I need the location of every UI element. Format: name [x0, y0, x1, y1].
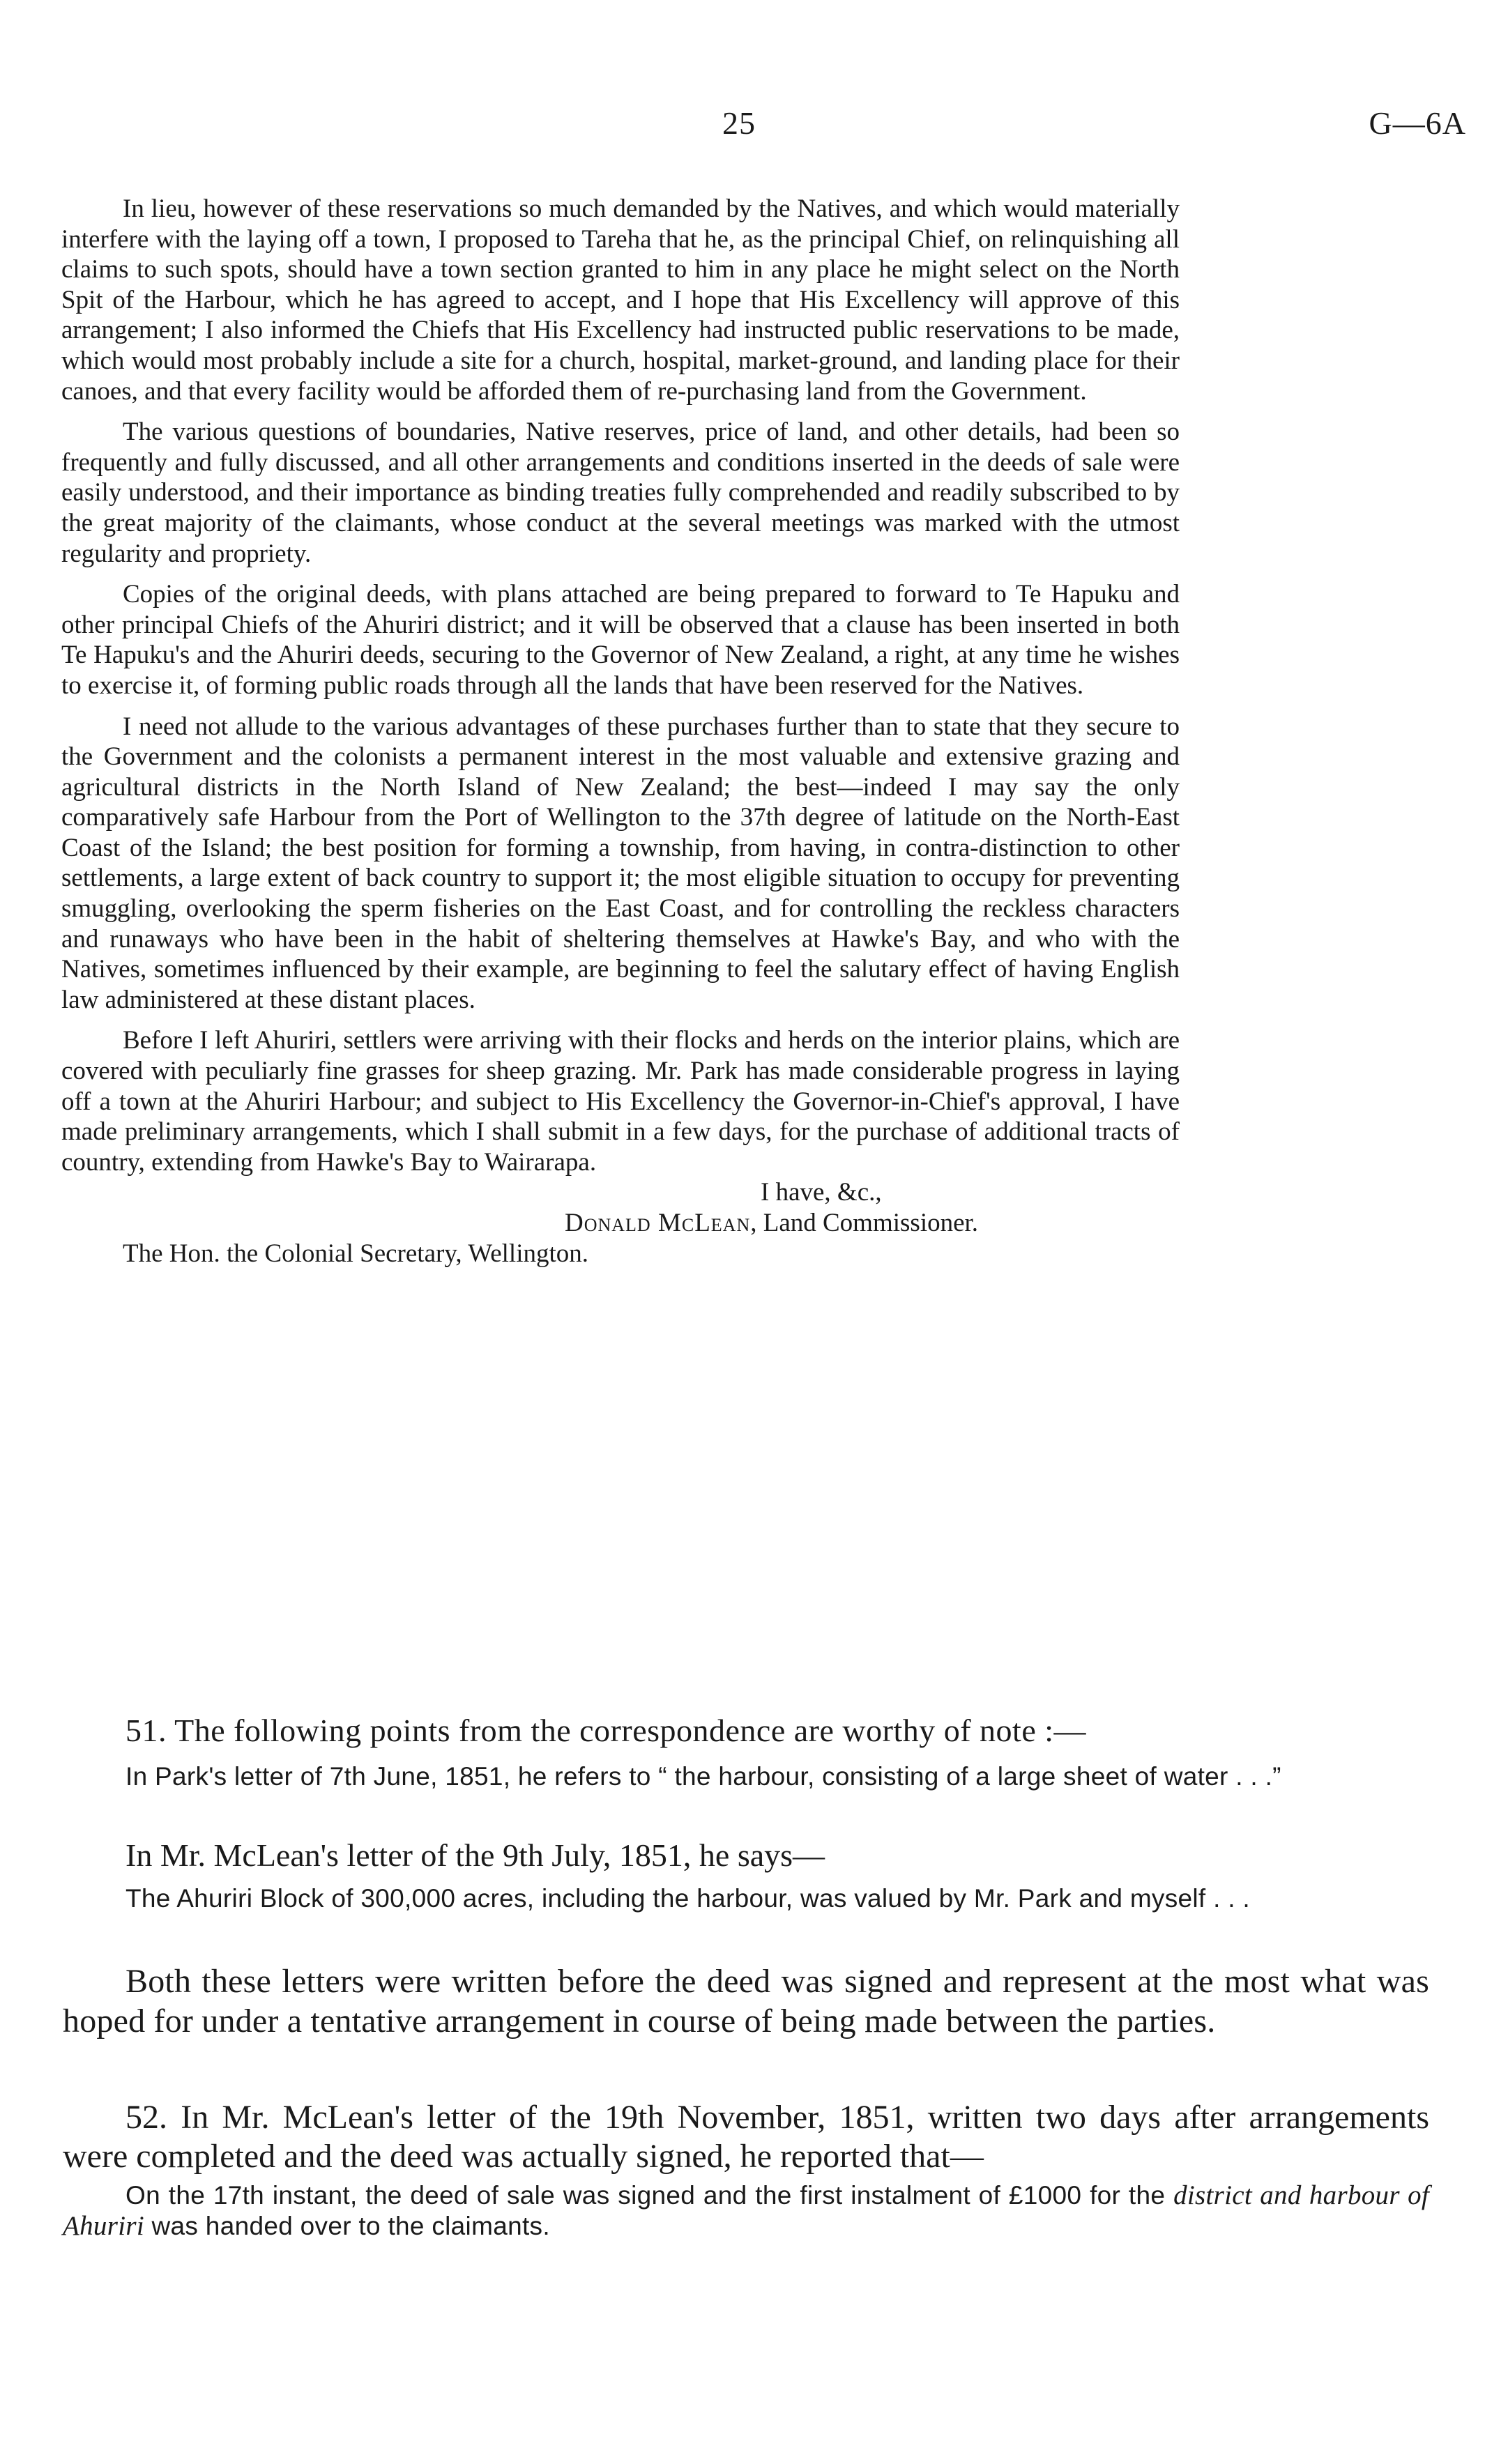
quote-mclean-letter: The Ahuriri Block of 300,000 acres, including the harbour, was valued by Mr. Park and myself . . .: [125, 1884, 1250, 1913]
document-reference: G—6A: [1369, 105, 1466, 141]
letter-paragraph: Copies of the original deeds, with plans attached are being prepared to forward to Te Hapuku and other principal Chiefs of the Ahuriri district; and it will be observed that a clause has been inserted in both Te Hapuku's and the Ahuriri deeds, securing to the Governor of New Zealand, a right, at any time he wishes to exercise it, of forming public roads through all the lands that have been reserved for the Natives.: [61, 580, 1180, 700]
mclean-letter-heading: In Mr. McLean's letter of the 9th July, 1851, he says—: [125, 1837, 825, 1873]
quote-deed-text-start: On the 17th instant, the deed of sale was signed and the first instalment of £1000 for the: [125, 2181, 1174, 2210]
signature-line: [61, 1208, 1180, 1239]
letter-paragraph: Before I left Ahuriri, settlers were arriving with their flocks and herds on the interior plains, which are covered with peculiarly fine grasses for sheep grazing. Mr. Park has made considerable progress in laying off a town at the Ahuriri Harbour; and subject to His Excellency the Governor-in-Chief's approval, I have made preliminary arrangements, which I shall submit in a few days, for the purchase of additional tracts of country, extending from Hawke's Bay to Wairarapa.: [61, 1026, 1180, 1177]
letter-paragraph: The various questions of boundaries, Native reserves, price of land, and other details, had been so frequently and fully discussed, and all other arrangements and conditions inserted in the deeds of sale were easily understood, and their importance as binding treaties fully comprehended and readily subscribed to by the great majority of the claimants, whose conduct at the several meetings was marked with the utmost regularity and propriety.: [61, 418, 1180, 568]
page-number: 25: [722, 105, 756, 141]
quote-park-letter: In Park's letter of 7th June, 1851, he refers to “ the harbour, consisting of a large sheet of water . . .”: [125, 1762, 1281, 1791]
quote-deed-italic: district and harbour of Ahuriri: [63, 2180, 1430, 2241]
paragraph-52: 52. In Mr. McLean's letter of the 19th November, 1851, written two days after arrangements were completed and the deed was actually signed, he reported that—: [63, 2099, 1429, 2175]
letter-paragraph: I need not allude to the various advantages of these purchases further than to state that they secure to the Government and the colonists a permanent interest in the most valuable and extensive grazing and agricultural districts in the North Island of New Zealand; the best—indeed I may say the only comparatively safe Harbour from the Port of Wellington to the 37th degree of latitude on the North-East Coast of the Island; the best position for forming a township, from having, in contra-distinction to other settlements, a large extent of back country to support it; the most eligible situation to occupy for preventing smuggling, overlooking the sperm fisheries on the East Coast, and for controlling the reckless characters and runaways who have been in the habit of sheltering themselves at Hawke's Bay, and who with the Natives, sometimes influenced by their example, are beginning to feel the salutary effect of having English law administered at these distant places.: [61, 712, 1180, 1014]
letter-paragraph: In lieu, however of these reservations so much demanded by the Natives, and which would materially interfere with the laying off a town, I proposed to Tareha that he, as the principal Chief, on relinquishing all claims to such spots, should have a town section granted to him in any place he might select on the North Spit of the Harbour, which he has agreed to accept, and I hope that His Excellency will approve of this arrangement; I also informed the Chiefs that His Excellency had instructed public reservations to be made, which would most probably include a site for a church, hospital, market-ground, and landing place for their canoes, and that every facility would be afforded them of re-purchasing land from the Government.: [61, 194, 1180, 406]
quote-deed-text-end: was handed over to the claimants.: [144, 2212, 550, 2240]
letter-addressee: The Hon. the Colonial Secretary, Wellington.: [123, 1239, 589, 1268]
signature-title: , Land Commissioner.: [750, 1209, 979, 1237]
quote-deed-signed: [63, 2180, 1429, 2242]
letter-closing: I have, &c.,: [761, 1178, 882, 1207]
letter-body: [61, 194, 1180, 1269]
signature-name: Donald McLean: [565, 1209, 751, 1237]
commentary-paragraph: Both these letters were written before the deed was signed and represent at the most what was hoped for under a tentative arrangement in course of being made between the parties.: [63, 1963, 1429, 2040]
paragraph-51-heading: 51. The following points from the correspondence are worthy of note :—: [125, 1713, 1087, 1748]
